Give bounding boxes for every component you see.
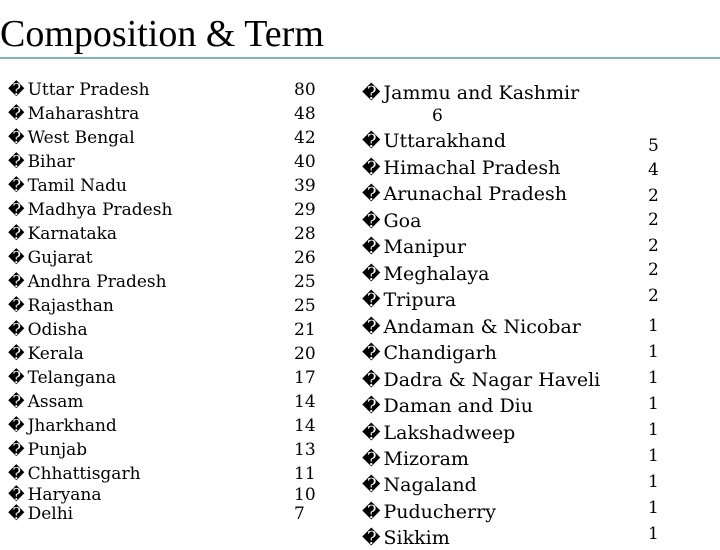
seat-count: 14 [294,392,316,412]
state-item [362,316,581,339]
state-name: Himachal Pradesh [383,157,561,179]
seat-count: 26 [294,248,316,268]
state-item [8,200,172,220]
state-name: Assam [27,392,84,412]
seat-count: 10 [294,485,316,505]
state-name: Jharkhand [27,416,117,436]
bullet-icon: � [8,104,25,123]
seat-count: 2 [648,186,659,206]
seat-count: 39 [294,176,316,196]
bullet-icon: � [362,449,381,470]
state-item [8,416,117,436]
seat-count: 1 [648,524,659,544]
seat-count: 1 [648,342,659,362]
state-name: Arunachal Pradesh [383,183,568,205]
state-item [8,248,93,268]
state-name: Tripura [383,289,457,311]
bullet-icon: � [8,152,25,171]
seat-count: 80 [294,80,316,100]
slide-title: Composition & Term [0,13,324,55]
bullet-icon: � [362,290,381,311]
state-item [362,289,456,312]
seat-count: 29 [294,200,316,220]
bullet-icon: � [8,440,25,459]
state-item [8,440,87,460]
state-name: Madhya Pradesh [27,200,173,220]
state-name: Kerala [27,344,84,364]
bullet-icon: � [362,396,381,417]
state-name: Mizoram [383,448,469,470]
state-item [362,263,489,286]
bullet-icon: � [8,320,25,339]
state-name: Meghalaya [383,263,490,285]
seat-count: 14 [294,416,316,436]
state-item [8,392,84,412]
bullet-icon: � [8,464,25,483]
seat-count: 7 [294,504,305,524]
bullet-icon: � [8,296,25,315]
state-name: Nagaland [383,474,477,496]
state-item [362,130,506,153]
state-name: Manipur [383,236,467,258]
state-name: Puducherry [383,501,496,523]
state-item [8,296,114,316]
bullet-icon: � [8,504,25,523]
bullet-icon: � [8,176,25,195]
seat-count: 17 [294,368,316,388]
seat-count: 5 [648,136,659,156]
state-item [362,527,450,550]
state-item [362,210,421,233]
state-name: Sikkim [383,527,450,549]
bullet-icon: � [8,248,25,267]
state-name: Andhra Pradesh [27,272,167,292]
bullet-icon: � [362,211,381,232]
state-item [8,485,101,505]
state-item [8,320,88,340]
state-item [8,464,141,484]
bullet-icon: � [362,423,381,444]
bullet-icon: � [362,528,381,549]
state-name: Odisha [27,320,88,340]
state-item [362,422,515,445]
state-name: Telangana [27,368,117,388]
seat-count: 11 [294,464,316,484]
state-name: Daman and Diu [383,395,533,417]
state-name: Rajasthan [27,296,114,316]
state-name: Uttarakhand [383,130,506,152]
state-item [362,236,466,259]
state-item [8,104,139,124]
state-name: Bihar [27,152,75,172]
title-underline [0,57,720,59]
seat-count: 13 [294,440,316,460]
state-item [8,152,75,172]
bullet-icon: � [8,368,25,387]
bullet-icon: � [362,502,381,523]
bullet-icon: � [362,83,381,104]
seat-count: 1 [648,420,659,440]
seat-count: 28 [294,224,316,244]
seat-count: 20 [294,344,316,364]
state-name: Punjab [27,440,88,460]
state-name: Maharashtra [27,104,140,124]
state-item [8,272,167,292]
seat-count: 25 [294,272,316,292]
state-item [362,369,600,392]
state-name: West Bengal [27,128,135,148]
bullet-icon: � [8,200,25,219]
seat-count: 2 [648,210,659,230]
state-item [362,395,533,418]
bullet-icon: � [362,237,381,258]
seat-count: 2 [648,260,659,280]
seat-count: 42 [294,128,316,148]
seat-count: 4 [648,160,659,180]
state-name: Jammu and Kashmir [383,82,580,104]
state-item [362,448,469,471]
seat-count: 1 [648,472,659,492]
state-name: Dadra & Nagar Haveli [383,369,601,391]
seat-count: 21 [294,320,316,340]
bullet-icon: � [8,80,25,99]
state-name: Andaman & Nicobar [383,316,581,338]
state-item [8,128,135,148]
state-item [362,474,477,497]
seat-count: 1 [648,368,659,388]
bullet-icon: � [362,264,381,285]
state-name: Lakshadweep [383,422,516,444]
state-name: Karnataka [27,224,118,244]
seat-count: 2 [648,286,659,306]
state-name: Goa [383,210,422,232]
seat-count: 40 [294,152,316,172]
seat-count: 1 [648,498,659,518]
bullet-icon: � [8,416,25,435]
bullet-icon: � [362,131,381,152]
state-name: Delhi [27,504,74,524]
state-item [362,342,497,365]
state-item [8,368,116,388]
state-name: Haryana [27,485,102,505]
state-item [362,157,560,180]
state-item [362,82,579,105]
state-item [8,504,73,524]
seat-count: 48 [294,104,316,124]
state-item [8,344,84,364]
state-name: Tamil Nadu [27,176,127,196]
state-name: Chandigarh [383,342,497,364]
bullet-icon: � [8,392,25,411]
seat-count: 2 [648,236,659,256]
seat-count: 25 [294,296,316,316]
state-item [362,183,567,206]
seat-count: 6 [432,106,443,126]
state-name: Chhattisgarh [27,464,141,484]
bullet-icon: � [8,344,25,363]
bullet-icon: � [8,128,25,147]
state-name: Uttar Pradesh [27,80,150,100]
bullet-icon: � [362,317,381,338]
bullet-icon: � [362,184,381,205]
bullet-icon: � [8,224,25,243]
state-name: Gujarat [27,248,93,268]
bullet-icon: � [362,475,381,496]
seat-count: 1 [648,446,659,466]
bullet-icon: � [362,370,381,391]
bullet-icon: � [362,343,381,364]
bullet-icon: � [8,272,25,291]
state-item [8,176,127,196]
state-item [8,80,150,100]
state-item [8,224,117,244]
seat-count: 1 [648,316,659,336]
bullet-icon: � [362,158,381,179]
state-item [362,501,496,524]
bullet-icon: � [8,485,25,504]
seat-count: 1 [648,394,659,414]
